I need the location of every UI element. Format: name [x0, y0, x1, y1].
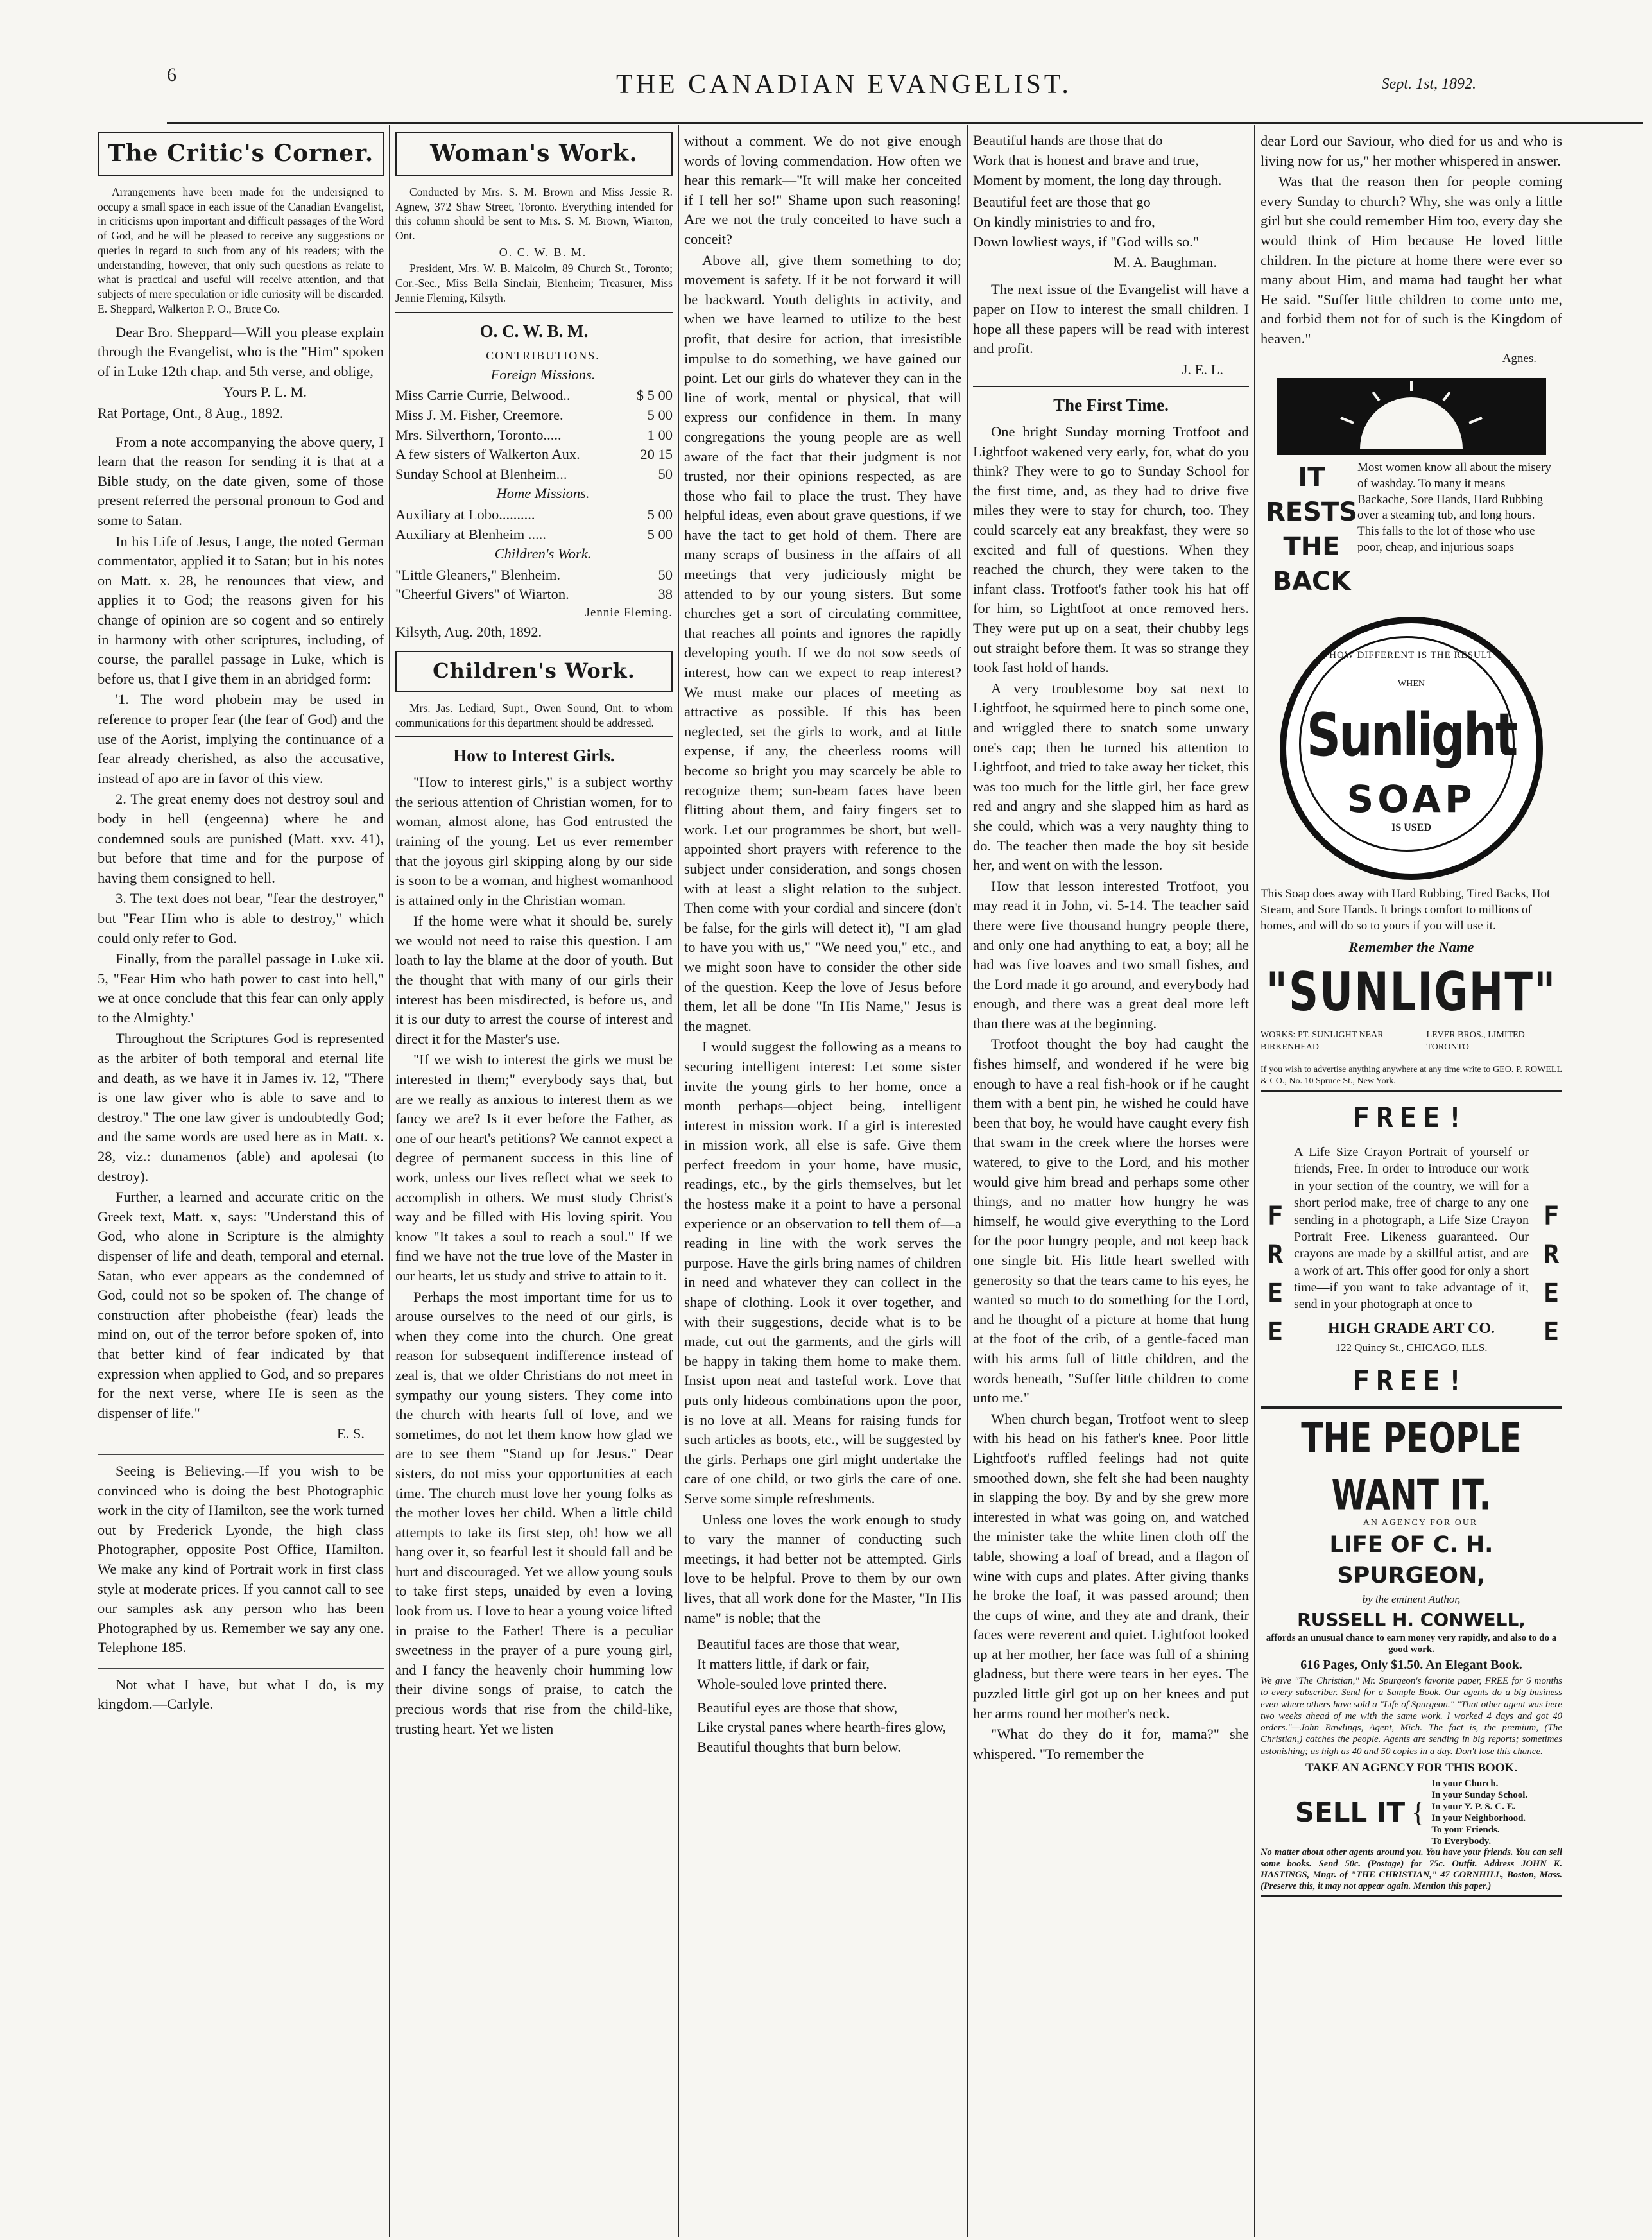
art-company-address: 122 Quincy St., CHICAGO, ILLS. — [1335, 1341, 1488, 1354]
story-paragraph: dear Lord our Saviour, who died for us and who is living now for us," her mother whispered in answer. — [1261, 133, 1562, 169]
advertise-notice: If you wish to advertise anything anywhere at any time write to GEO. P. ROWELL & CO., No. 10 Spruce St., New York. — [1261, 1060, 1562, 1092]
affords-text: affords an unusual chance to earn money very rapidly, and also to do a good work. — [1266, 1632, 1557, 1655]
column-rule — [1254, 125, 1255, 2237]
sell-it-word: SELL IT — [1295, 1796, 1406, 1829]
newspaper-title: THE CANADIAN EVANGELIST. — [616, 70, 1072, 99]
pages-price: 616 Pages, Only $1.50. An Elegant Book. — [1300, 1657, 1522, 1672]
poem — [684, 1635, 961, 1757]
lever-bros: LEVER BROS., LIMITED TORONTO — [1426, 1030, 1525, 1053]
query-place-date: Rat Portage, Ont., 8 Aug., 1892. — [98, 405, 284, 422]
soap-word: SOAP — [1347, 777, 1476, 822]
seal-when-text: WHEN — [1398, 679, 1425, 689]
query-signature: Yours P. L. M. — [223, 384, 307, 401]
masthead — [167, 39, 1643, 124]
story-paragraph: When church began, Trotfoot went to sleep with his head on his father's knee. Poor little Lightfoot's ruffled feelings had not quite smoothed down, she felt she had been naughty in slapping the boy. By and by she grew more interested in what was going on, and watched the minister take the white linen cloth off the table, showing a loaf of bread, and a flagon of wine with cups and plates. After giving thanks he broke the loaf, it was passed around; then the cups of wine, and they ate and drank, their faces were reverent and quiet. Lightfoot looked up at her mother, her face was full of a shining gladness, but there were tears in her eyes. The puzzled little girl got up on her knees and put her arms round her mother's neck. — [973, 1410, 1249, 1721]
sell-list-item: In your Neighborhood. — [1431, 1813, 1526, 1823]
story-paragraph: Trotfoot thought the boy had caught the fishes himself, and wondered if he were big enough to have a real fish-hook or if he caught them with a bent pin, he wished he could have been that boy, he would have caught every fish that swam in the creek where the horses were watered, to give to the Lord, and his mother would give him bread and perhaps some other things, and no matter how hungry he was himself, he would give everything to the Lord for the poor hungry people, and not keep back one single bit. His little heart swelled with generosity so that the tears came to his eyes, he wanted so much to do something for the Lord, and he thought of a picture at home that hung at the foot of the crib, of a gentle-faced man with his arms full of little children, and the words beneath, "Suffer little children to come unto me." — [973, 1036, 1249, 1406]
author-label: by the eminent Author, — [1362, 1592, 1461, 1605]
answer-paragraph: In his Life of Jesus, Lange, the noted German commentator, applied it to Satan; but in his notes on Matt. x. 28, he renounces that view, and applies it to God; the reasons given for his change of opinion are so cogent and so entirely in harmony with other scriptures, including, of course, the parallel passage in Luke, which is before us, that I give them in an abridged form: — [98, 533, 384, 687]
poem-line: Beautiful thoughts that burn below. — [697, 1739, 901, 1755]
washday-text: Most women know all about the misery of washday. To many it means Backache, Sore Hands, Hard Rubbing over a steaming tub, and long hours. This falls to the lot of those who use poor, cheap, and injurious soaps — [1357, 461, 1551, 554]
foreign-missions-heading: Foreign Missions. — [490, 366, 596, 383]
sell-list-item: In your Church. — [1431, 1778, 1499, 1789]
contribution-label: Auxiliary at Blenheim ..... — [395, 526, 546, 542]
crayon-portrait-ad — [1261, 1099, 1566, 1400]
it-rests-the-back — [1261, 455, 1562, 604]
agency-label: AN AGENCY FOR OUR — [1363, 1518, 1478, 1528]
next-issue-note: The next issue of the Evangelist will have a paper on How to interest the small children. I hope all these papers will be read with interest and profit. — [973, 281, 1249, 357]
story-paragraph: One bright Sunday morning Trotfoot and Lightfoot wakened very early, for, what do you think? They were to go to Sunday School for the first time, and, as they had to drive five miles they were to stay for church, too. They could scarcely eat any breakfast, they were so excited and full of questions. When they reached the church, they were taken to the infant class. Trotfoot's father took his hat off for him, so Lightfoot at once removed hers. They were put up on a seat, their chubby legs out straight before them. It was so strange they took fast hold of hands. — [973, 424, 1249, 676]
poem-line: Whole-souled love printed there. — [697, 1675, 888, 1692]
column-first-time — [973, 132, 1249, 2230]
spurgeon-book-ad — [1261, 1406, 1562, 1897]
sell-it-block — [1261, 1778, 1562, 1847]
next-issue-signature: J. E. L. — [1182, 361, 1223, 377]
article-paragraph: Perhaps the most important time for us to arouse ourselves to the need of our girls, is when they come into the church. One great reason for subsequent indifference instead of zeal is, that we older Christians do not meet in sympathy our young sisters. They come into the church with hearts full of love, and we sometimes, do not let them know how glad we are to see them "Stand up for Jesus." Dear sisters, do not miss your opportunities at each time. The church must love her young folks as the mother loves her child. When a little child attempts to take its first step, oh! how we all hang over it, so fearful lest it should fall and be hurt and discouraged. Yet we allow young souls to take first steps, unaided by even a loving look from us. I love to hear a young voice lifted in praise to the Father! There is a peculiar sweetness in the prayer of a pure young girl, and I fancy the heavenly choir humming low their divine songs of praise, to catch the precious words that rise from the child-like, trusting heart. Yet we listen — [395, 1288, 673, 1737]
ocwbm-heading: O. C. W. B. M. — [395, 312, 673, 343]
answer-paragraph: '1. The word phobein may be used in reference to proper fear (the fear of God) and the use of the Aorist, implying the continuance of a fear already cherished, as also the accusative, instead of apo are in favor of this view. — [98, 691, 384, 786]
column-advertisements — [1261, 132, 1566, 2230]
poem-line: Down lowliest ways, if "God wills so." — [973, 233, 1200, 250]
seal-used-text: IS USED — [1391, 822, 1431, 834]
childrens-work-heading-box — [395, 651, 673, 692]
contribution-label: Miss Carrie Currie, Belwood.. — [395, 387, 571, 404]
contribution-amount: 20 15 — [640, 446, 673, 463]
officers-list: President, Mrs. W. B. Malcolm, 89 Church St., Toronto; Cor.-Sec., Miss Bella Sinclair, Blenheim; Treasurer, Miss Jennie Fleming, Kilsyth. — [395, 262, 673, 304]
poem-line: Beautiful eyes are those that show, — [697, 1699, 898, 1716]
poem-line: Work that is honest and brave and true, — [973, 151, 1199, 168]
seal-top-text: HOW DIFFERENT IS THE RESULT — [1329, 650, 1493, 661]
ocwbm-small: O. C. W. B. M. — [499, 245, 587, 259]
manufacturer-line — [1261, 1029, 1562, 1053]
contribution-row — [395, 525, 673, 545]
answer-paragraph: Further, a learned and accurate critic on the Greek text, Matt. x, says: "Understand this of God, who alone in Scripture is the almighty dispenser of life and death, temporal and eternal. Satan, who ever appears as the condemned of God, could not so be spoken of. The change of construction after phobeisthe (fear) leads the mind on, out of the terror before spoken of, into that better kind of fear indicated by that expression when applied to God, and so prepares for the next verse, where He is seen as the dispenser of life." — [98, 1189, 384, 1421]
poem-line: Beautiful feet are those that go — [973, 194, 1151, 211]
column-article-continued — [684, 132, 961, 2230]
crayon-offer: A Life Size Crayon Portrait of yourself or friends, Free. In order to introduce our work in your section of the country, we will for a short period make, free of charge to any one sending in a photograph, a Life Size Crayon Portrait Free. Likeness guaranteed. Our crayons are made by a skillful artist, and are a work of art. This offer good for only a short time—if you want to take advantage of it, send in your photograph at once to — [1294, 1144, 1529, 1312]
contribution-row — [395, 585, 673, 605]
article-paragraph: "If we wish to interest the girls we must be interested in them;" everybody says that, but are we really as anxious to interest them as we fancy we are? Is it ever before the Father, as one of our heart's petitions? We cannot expect a degree of permanent success in this line of work, unless our lives reflect what we seek to accomplish in others. We must study Christ's way and be filled with His loving spirit. You know "It takes a soul to reach a soul." If we find we have not the true love of the Master in our hearts, let us study and strive to attain to it. — [395, 1051, 673, 1284]
premium-offer: We give "The Christian," Mr. Spurgeon's favorite paper, FREE for 6 months to every subscriber. Send for a Sample Book. Our agents do a big business even where others have sold a "Life of Spurgeon." "That other agent was here two weeks ahead of me with the same work. I worked 4 days and got 40 orders."—John Rawlings, Agent, Mich. The fact is, the premium, (The Christian,) catches the people. Agents are sending in big reports; sometimes astonishing; as high as 40 and 50 copies in a day. Don't lose this chance. — [1261, 1676, 1562, 1757]
people-want-it: THE PEOPLE WANT IT. — [1301, 1414, 1522, 1520]
womans-work-heading: Woman's Work. — [430, 140, 638, 167]
contribution-row — [395, 445, 673, 465]
critics-intro: Arrangements have been made for the undersigned to occupy a small space in each issue of the Canadian Evangelist, in criticisms upon important and difficult passages of the Word of God, and he will be pleased to receive any suggestions or queries in regard to such from any of his readers; with the understanding, however, that only such questions as relate to what is practical and useful will receive attention, and that subjects of mere speculation or idle curiosity will be discarded. E. Sheppard, Walkerton P. O., Bruce Co. — [98, 185, 384, 315]
childrens-work-heading: Children's Work. — [433, 659, 635, 684]
column-rule — [678, 125, 679, 2237]
contribution-amount: 5 00 — [647, 506, 673, 523]
story-paragraph: Was that the reason then for people coming every Sunday to church? Why, she was only a little girl but she could remember Him too, every day she would think of Him because He loved little children. In the picture at home there were ever so many about Him, and mama had taught her what He said. "Suffer little children to come unto me, and forbid them not for of such is the Kingdom of heaven." — [1261, 173, 1562, 347]
it-rests-heading — [1266, 460, 1357, 599]
contribution-row — [395, 386, 673, 406]
childrens-work-subheading: Children's Work. — [494, 546, 592, 562]
free-vertical-right — [1536, 1202, 1566, 1356]
childrens-work-note: Mrs. Jas. Lediard, Supt., Owen Sound, Ont. to whom communications for this department should be addressed. — [395, 701, 673, 729]
answer-paragraph: 2. The great enemy does not destroy soul and body in hell (engeenna) where he and condemned souls are punished (Matt. xxv. 41), but before that time and for the purpose of having them consigned to hell. — [98, 791, 384, 886]
rising-sun-icon — [1277, 378, 1546, 455]
answer-paragraph: Throughout the Scriptures God is represented as the arbiter of both temporal and eternal life and death, as we have it in James iv. 12, "There is one law giver who is able to save and to destroy." The one law giver is undoubtedly God; and the same words are used here as in Matt. x. 28, viz.: dunamenos (able) and apolesai (to destroy). — [98, 1030, 384, 1184]
spurgeon-title: LIFE OF C. H. SPURGEON, — [1329, 1532, 1493, 1589]
works-location: WORKS: PT. SUNLIGHT NEAR BIRKENHEAD — [1261, 1030, 1384, 1053]
contribution-amount: 1 00 — [647, 426, 673, 443]
free-footer: FREE! — [1352, 1364, 1470, 1397]
poem-line: It matters little, if dark or fair, — [697, 1655, 870, 1672]
critics-corner-heading: The Critic's Corner. — [107, 140, 374, 167]
no-matter-agents: No matter about other agents around you. You have your friends. You can sell some books. Send 50c. (Postage) for 75c. Outfit. Address JOHN K. HASTINGS, Mngr. of "THE CHRISTIAN," 47 CORNHILL, Boston, Mass. (Preserve this, it may not appear again. Mention this paper.) — [1261, 1847, 1562, 1897]
critics-corner-heading-box — [98, 132, 384, 176]
article-paragraph: "How to interest girls," is a subject worthy the serious attention of Christian women, for to woman, almost alone, has God entrusted the training of the young. Let us ever remember that the joyous girl skipping along by our side is soon to be a woman, and highest womanhood is attained only in the Christian woman. — [395, 774, 673, 908]
contribution-amount: 50 — [658, 465, 673, 482]
poem-author: M. A. Baughman. — [1114, 254, 1217, 270]
free-vertical-left — [1261, 1202, 1290, 1356]
home-missions-heading: Home Missions. — [496, 485, 590, 502]
article-paragraph: Above all, give them something to do; movement is safety. If it be not forward it will be backward. Youth delights in activity, and when we have learned to utilize to the best profit, that desire for action, that irresistible impulse to do something, we have gained our point. Let our girls do whatever they can in the line of work, mental or physical, that will express our confidence in them. In many congregations the young people are as well aware of the fact that their judgment is not trusted, nor their opinions respected, as are those who fail to place the trust. They have helpful ideas, even about grave questions, if we have the tact to get hold of them. There are many scraps of business in the affairs of all meetings that very judiciously might be attended to by our young sisters. But some churches get a sort of circulating committee, that reaches all points and ignores the rapidly developing youth. If we do not sow seeds of interest, how can we expect to reap interest? We must make our places of meeting as attractive as possible. If this has been neglected, set the girls to work, and at little expense, if any, the cheerless rooms will become so bright you may scarcely be able to recognize them; sun-beam faces have been flitting about them, and fairy fingers set to work. Let our programmes be short, but well-appointed short prayers with reference to the subject under consideration, and songs chosen with at least a slight relation to the subject. Then come with your cordial and sincere (don't be false, for the girls will detect it), "I am glad to have you with us," "We need you," etc., and we might soon have to consider the other side of the question. Keep the love of Jesus before them, let all be done "In His Name," Jesus is the magnet. — [684, 252, 961, 1034]
contribution-label: Sunday School at Blenheim... — [395, 465, 567, 482]
story-author: Agnes. — [1502, 351, 1536, 365]
poem-line: Moment by moment, the long day through. — [973, 171, 1222, 188]
the-word: THE — [1283, 532, 1340, 562]
contribution-label: Miss J. M. Fisher, Creemore. — [395, 407, 564, 424]
soap-benefits: This Soap does away with Hard Rubbing, Tired Backs, Hot Steam, and Sore Hands. It brings comfort to millions of homes, and will do so to yours if you will use it. — [1261, 887, 1551, 933]
story-paragraph: A very troublesome boy sat next to Lightfoot, he squirmed here to pinch some one, and wriggled there to snatch some unwary one's cap; then he turned his attention to Lightfoot, and tried to take away her ticket, this was too much for the little girl, her face grew red and angry and she slapped him as hard as she could, which was a very naughty thing to do. The teacher then made the boy sit beside her, and went on with the lesson. — [973, 680, 1249, 874]
free-heading: FREE! — [1352, 1101, 1470, 1135]
it-rests-word: IT RESTS — [1266, 463, 1358, 528]
contribution-row — [395, 465, 673, 485]
answer-paragraph: Finally, from the parallel passage in Luke xii. 5, "Fear Him who hath power to cast into hell," we at once conclude that this fear can only apply to the Almighty.' — [98, 951, 384, 1026]
conwell-name: RUSSELL H. CONWELL, — [1297, 1608, 1526, 1630]
contribution-amount: 38 — [658, 586, 673, 603]
brace: { — [1411, 1796, 1425, 1828]
contribution-amount: 5 00 — [647, 407, 673, 424]
sell-list-item: To your Friends. — [1431, 1824, 1500, 1835]
carlyle-quote: Not what I have, but what I do, is my kingdom.—Carlyle. — [98, 1668, 384, 1714]
contribution-label: "Little Gleaners," Blenheim. — [395, 566, 561, 583]
poem-line: Like crystal panes where hearth-fires glow, — [697, 1719, 947, 1736]
poem-line: On kindly ministries to and fro, — [973, 214, 1155, 230]
article-title: How to Interest Girls. — [395, 736, 673, 768]
poem — [973, 132, 1249, 252]
poem-line: Beautiful hands are those that do — [973, 132, 1163, 148]
treasurer-signature: Jennie Fleming. — [585, 605, 673, 619]
sell-list-item: To Everybody. — [1431, 1836, 1492, 1847]
contribution-row — [395, 406, 673, 426]
sell-list — [1431, 1778, 1527, 1847]
contribution-row — [395, 426, 673, 445]
column-critics-corner — [98, 132, 384, 2230]
column-womans-work — [395, 132, 673, 2230]
poem-line: Beautiful faces are those that wear, — [697, 1636, 900, 1653]
sunlight-name-large: "SUNLIGHT" — [1266, 961, 1557, 1024]
free-vertical-text: FREE — [1261, 1202, 1290, 1356]
sell-list-item: In your Sunday School. — [1431, 1789, 1528, 1800]
contribution-amount: 50 — [658, 566, 673, 583]
story-paragraph: How that lesson interested Trotfoot, you may read it in John, vi. 5-14. The teacher said there were five thousand hungry people there, and only one had anything to eat, a boy; all he had was five loaves and two small fishes, and the Lord made it go around, and everybody had enough, and there was a great deal more left than there was at the beginning. — [973, 877, 1249, 1031]
story-paragraph: "What do they do it for, mama?" she whispered. "To remember the — [973, 1726, 1249, 1762]
sunlight-seal — [1280, 617, 1543, 880]
conducted-by-note: Conducted by Mrs. S. M. Brown and Miss Jessie R. Agnew, 372 Shaw Street, Toronto. Everything intended for this column should be sent to Mrs. S. M. Brown, Wiarton, Ont. — [395, 185, 673, 243]
art-company: HIGH GRADE ART CO. — [1327, 1320, 1495, 1337]
article-paragraph: I would suggest the following as a means to securing intelligent interest: Let some sister invite the young girls to her home, once a month perhaps—object being, intelligent interest in mission work. If a girl is interested in mission work, all else is safe. Give them perfect freedom in your home, have music, readings, etc., by the girls themselves, but let the hostess make it a point to have a personal experience or an observation to tell them of—a reading in line with the work serves the purpose. Have the girls bring names of children in need and whatever they can collect in the shape of clothing. Look it over together, and with their suggestions, decide what is to be made, cut out the garments, and the girls will be happy in taking them home to make them. Insist upon neat and tasteful work. Love that puts only hideous combinations upon the poor, is no love at all. Means for raising funds for such articles as boots, etc., will be suggested by the girls. Perhaps one girl might undertake the care of one child, or two girls the care of one. Serve some simple refreshments. — [684, 1038, 961, 1506]
sunlight-word: Sunlight — [1306, 701, 1517, 771]
answer-signature: E. S. — [336, 1426, 365, 1442]
contribution-amount: $ 5 00 — [636, 387, 673, 404]
treasurer-place-date: Kilsyth, Aug. 20th, 1892. — [395, 623, 542, 640]
contribution-label: "Cheerful Givers" of Wiarton. — [395, 586, 569, 603]
query-letter: Dear Bro. Sheppard—Will you please explain through the Evangelist, who is the "Him" spoken of in Luke 12th chap. and 5th verse, and oblige, — [98, 323, 384, 379]
column-rule — [389, 125, 390, 2237]
answer-paragraph: 3. The text does not bear, "fear the destroyer," but "Fear Him who is able to destroy," which could only refer to God. — [98, 890, 384, 946]
sell-list-item: In your Y. P. S. C. E. — [1431, 1801, 1516, 1812]
article-paragraph: If the home were what it should be, surely we would not need to raise this question. I am loath to lay the blame at the door of youth. But the thought that with many of our girls their interest has been misdirected, is before us, and it is our duty to arrest the course of interest and direct it for the Master's use. — [395, 913, 673, 1047]
article-paragraph: Unless one loves the work enough to study to vary the manner of conducting such meetings, it had better not be attempted. Girls love to be helpful. Prove to them by our own lives, that all work done for the Master, "In His name" is noble; that the — [684, 1511, 961, 1626]
take-agency: TAKE AN AGENCY FOR THIS BOOK. — [1305, 1761, 1518, 1775]
contribution-row — [395, 565, 673, 585]
remember-the-name: Remember the Name — [1348, 939, 1474, 956]
column-rule — [967, 125, 968, 2237]
story-title: The First Time. — [973, 386, 1249, 417]
contribution-label: Mrs. Silverthorn, Toronto..... — [395, 426, 562, 443]
back-word: BACK — [1272, 567, 1351, 597]
womans-work-heading-box — [395, 132, 673, 176]
contribution-label: Auxiliary at Lobo.......... — [395, 506, 535, 523]
answer-paragraph: From a note accompanying the above query, I learn that the reason for sending it is that at a Bible study, on the date given, some of those present referred the personal pronoun to God and some to Satan. — [98, 433, 384, 529]
issue-date: Sept. 1st, 1892. — [1381, 76, 1476, 92]
photographer-notice: Seeing is Believing.—If you wish to be convinced who is doing the best Photographic work in the city of Hamilton, see the work turned out by Frederick Lyonde, the high class Photographer, opposite Post Office, Hamilton. We make any kind of Portrait work in first class style at moderate prices. If you cannot call to see our samples ask any person who has been Photographed by us. Remember we say any one. Telephone 185. — [98, 1454, 384, 1658]
sunlight-soap-ad — [1261, 378, 1562, 1053]
article-paragraph: without a comment. We do not give enough words of loving commendation. How often we hear this remark—"It will make her conceited if I tell her so!" Shame upon such reasoning! Are we not the truly conceited to have such a conceit? — [684, 133, 961, 247]
contribution-amount: 5 00 — [647, 526, 673, 542]
free-vertical-text: FREE — [1536, 1202, 1566, 1356]
contributions-heading: CONTRIBUTIONS. — [486, 349, 600, 363]
contribution-label: A few sisters of Walkerton Aux. — [395, 446, 580, 463]
contribution-row — [395, 505, 673, 525]
page-number: 6 — [167, 64, 176, 85]
